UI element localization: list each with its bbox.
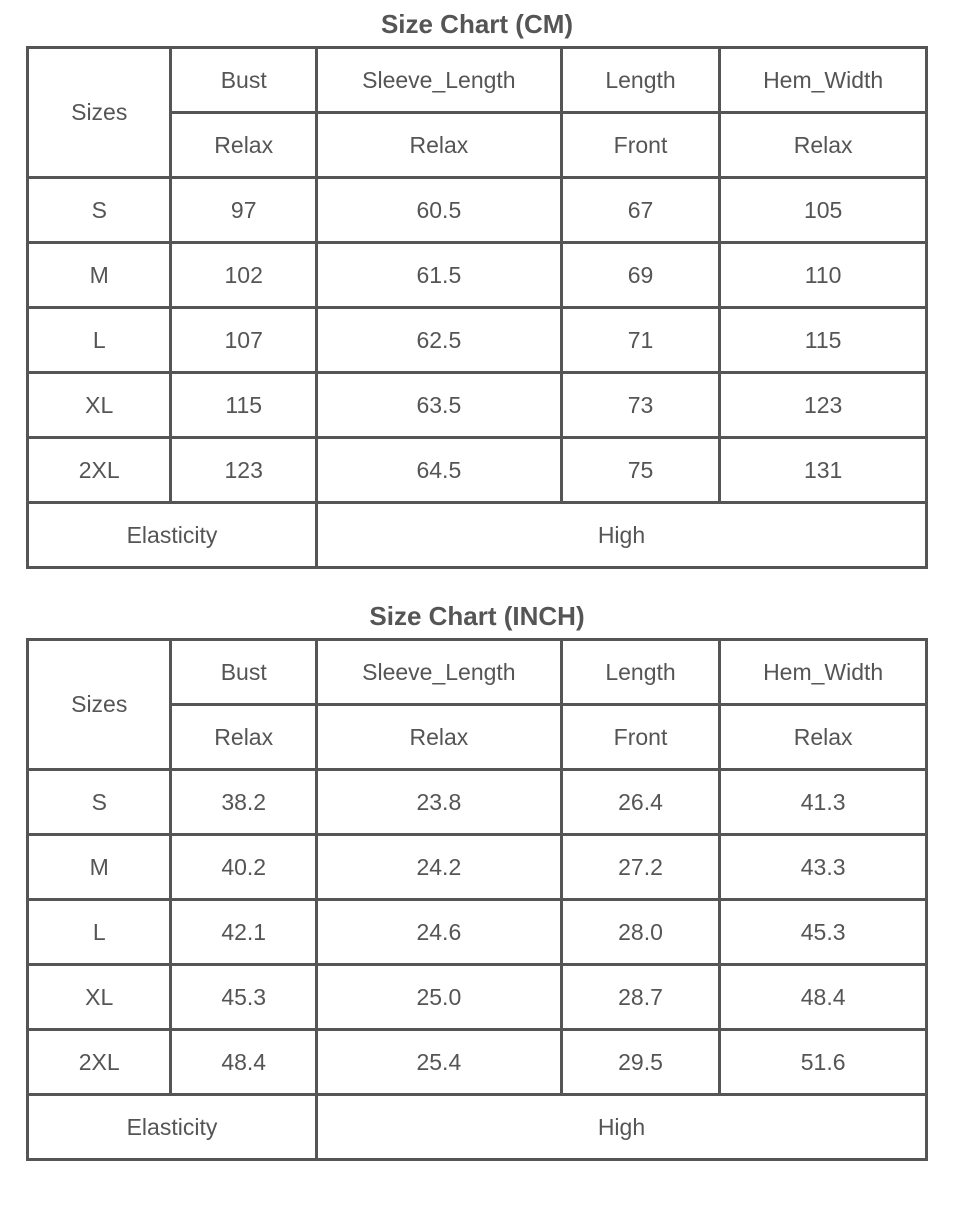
bust-subheader: Relax — [171, 113, 316, 178]
hem-width-cell: 43.3 — [720, 835, 927, 900]
sleeve-length-cell: 62.5 — [316, 308, 561, 373]
header-row — [28, 48, 927, 113]
length-cell: 27.2 — [561, 835, 720, 900]
hem-width-cell: 51.6 — [720, 1030, 927, 1095]
table-row — [28, 770, 927, 835]
length-header: Length — [561, 640, 720, 705]
size-cell: S — [28, 770, 171, 835]
length-cell: 69 — [561, 243, 720, 308]
sleeve-length-cell: 25.0 — [316, 965, 561, 1030]
sleeve-length-cell: 64.5 — [316, 438, 561, 503]
length-cell: 28.0 — [561, 900, 720, 965]
sleeve-length-header: Sleeve_Length — [316, 640, 561, 705]
bust-cell: 115 — [171, 373, 316, 438]
hem-width-header: Hem_Width — [720, 640, 927, 705]
bust-cell: 102 — [171, 243, 316, 308]
size-cell: 2XL — [28, 438, 171, 503]
length-cell: 71 — [561, 308, 720, 373]
length-header: Length — [561, 48, 720, 113]
bust-cell: 123 — [171, 438, 316, 503]
bust-cell: 45.3 — [171, 965, 316, 1030]
sizes-header: Sizes — [28, 48, 171, 178]
sleeve-length-cell: 24.6 — [316, 900, 561, 965]
hem-width-subheader: Relax — [720, 705, 927, 770]
sleeve-length-header: Sleeve_Length — [316, 48, 561, 113]
sleeve-length-subheader: Relax — [316, 705, 561, 770]
size-cell: L — [28, 308, 171, 373]
elasticity-label: Elasticity — [28, 1095, 317, 1160]
size-chart-cm-title: Size Chart (CM) — [380, 9, 574, 39]
bust-cell: 40.2 — [171, 835, 316, 900]
elasticity-row — [28, 503, 927, 568]
table-row — [28, 438, 927, 503]
hem-width-cell: 41.3 — [720, 770, 927, 835]
length-cell: 67 — [561, 178, 720, 243]
size-cell: 2XL — [28, 1030, 171, 1095]
elasticity-row — [28, 1095, 927, 1160]
sleeve-length-cell: 61.5 — [316, 243, 561, 308]
bust-cell: 107 — [171, 308, 316, 373]
size-chart-inch-table — [26, 638, 928, 1161]
hem-width-cell: 131 — [720, 438, 927, 503]
table-row — [28, 1030, 927, 1095]
bust-header: Bust — [171, 48, 316, 113]
hem-width-header: Hem_Width — [720, 48, 927, 113]
length-cell: 28.7 — [561, 965, 720, 1030]
length-cell: 26.4 — [561, 770, 720, 835]
bust-cell: 38.2 — [171, 770, 316, 835]
elasticity-value: High — [316, 1095, 926, 1160]
size-cell: XL — [28, 373, 171, 438]
hem-width-cell: 123 — [720, 373, 927, 438]
table-row — [28, 373, 927, 438]
size-chart-inch-title: Size Chart (INCH) — [369, 601, 585, 631]
table-row — [28, 178, 927, 243]
size-cell: L — [28, 900, 171, 965]
bust-header: Bust — [171, 640, 316, 705]
length-subheader: Front — [561, 113, 720, 178]
length-subheader: Front — [561, 705, 720, 770]
hem-width-cell: 45.3 — [720, 900, 927, 965]
sleeve-length-cell: 63.5 — [316, 373, 561, 438]
bust-subheader: Relax — [171, 705, 316, 770]
hem-width-cell: 110 — [720, 243, 927, 308]
bust-cell: 42.1 — [171, 900, 316, 965]
elasticity-value: High — [316, 503, 926, 568]
bust-cell: 97 — [171, 178, 316, 243]
hem-width-cell: 115 — [720, 308, 927, 373]
table-row — [28, 308, 927, 373]
elasticity-label: Elasticity — [28, 503, 317, 568]
header-row — [28, 640, 927, 705]
length-cell: 75 — [561, 438, 720, 503]
table-row — [28, 965, 927, 1030]
size-chart-cm-table — [26, 46, 928, 569]
length-cell: 73 — [561, 373, 720, 438]
table-row — [28, 243, 927, 308]
hem-width-subheader: Relax — [720, 113, 927, 178]
hem-width-cell: 105 — [720, 178, 927, 243]
table-row — [28, 835, 927, 900]
size-cell: S — [28, 178, 171, 243]
sleeve-length-cell: 60.5 — [316, 178, 561, 243]
size-cell: M — [28, 835, 171, 900]
sleeve-length-cell: 23.8 — [316, 770, 561, 835]
hem-width-cell: 48.4 — [720, 965, 927, 1030]
bust-cell: 48.4 — [171, 1030, 316, 1095]
sleeve-length-cell: 25.4 — [316, 1030, 561, 1095]
length-cell: 29.5 — [561, 1030, 720, 1095]
sleeve-length-subheader: Relax — [316, 113, 561, 178]
size-cell: M — [28, 243, 171, 308]
table-row — [28, 900, 927, 965]
size-cell: XL — [28, 965, 171, 1030]
sleeve-length-cell: 24.2 — [316, 835, 561, 900]
sizes-header: Sizes — [28, 640, 171, 770]
